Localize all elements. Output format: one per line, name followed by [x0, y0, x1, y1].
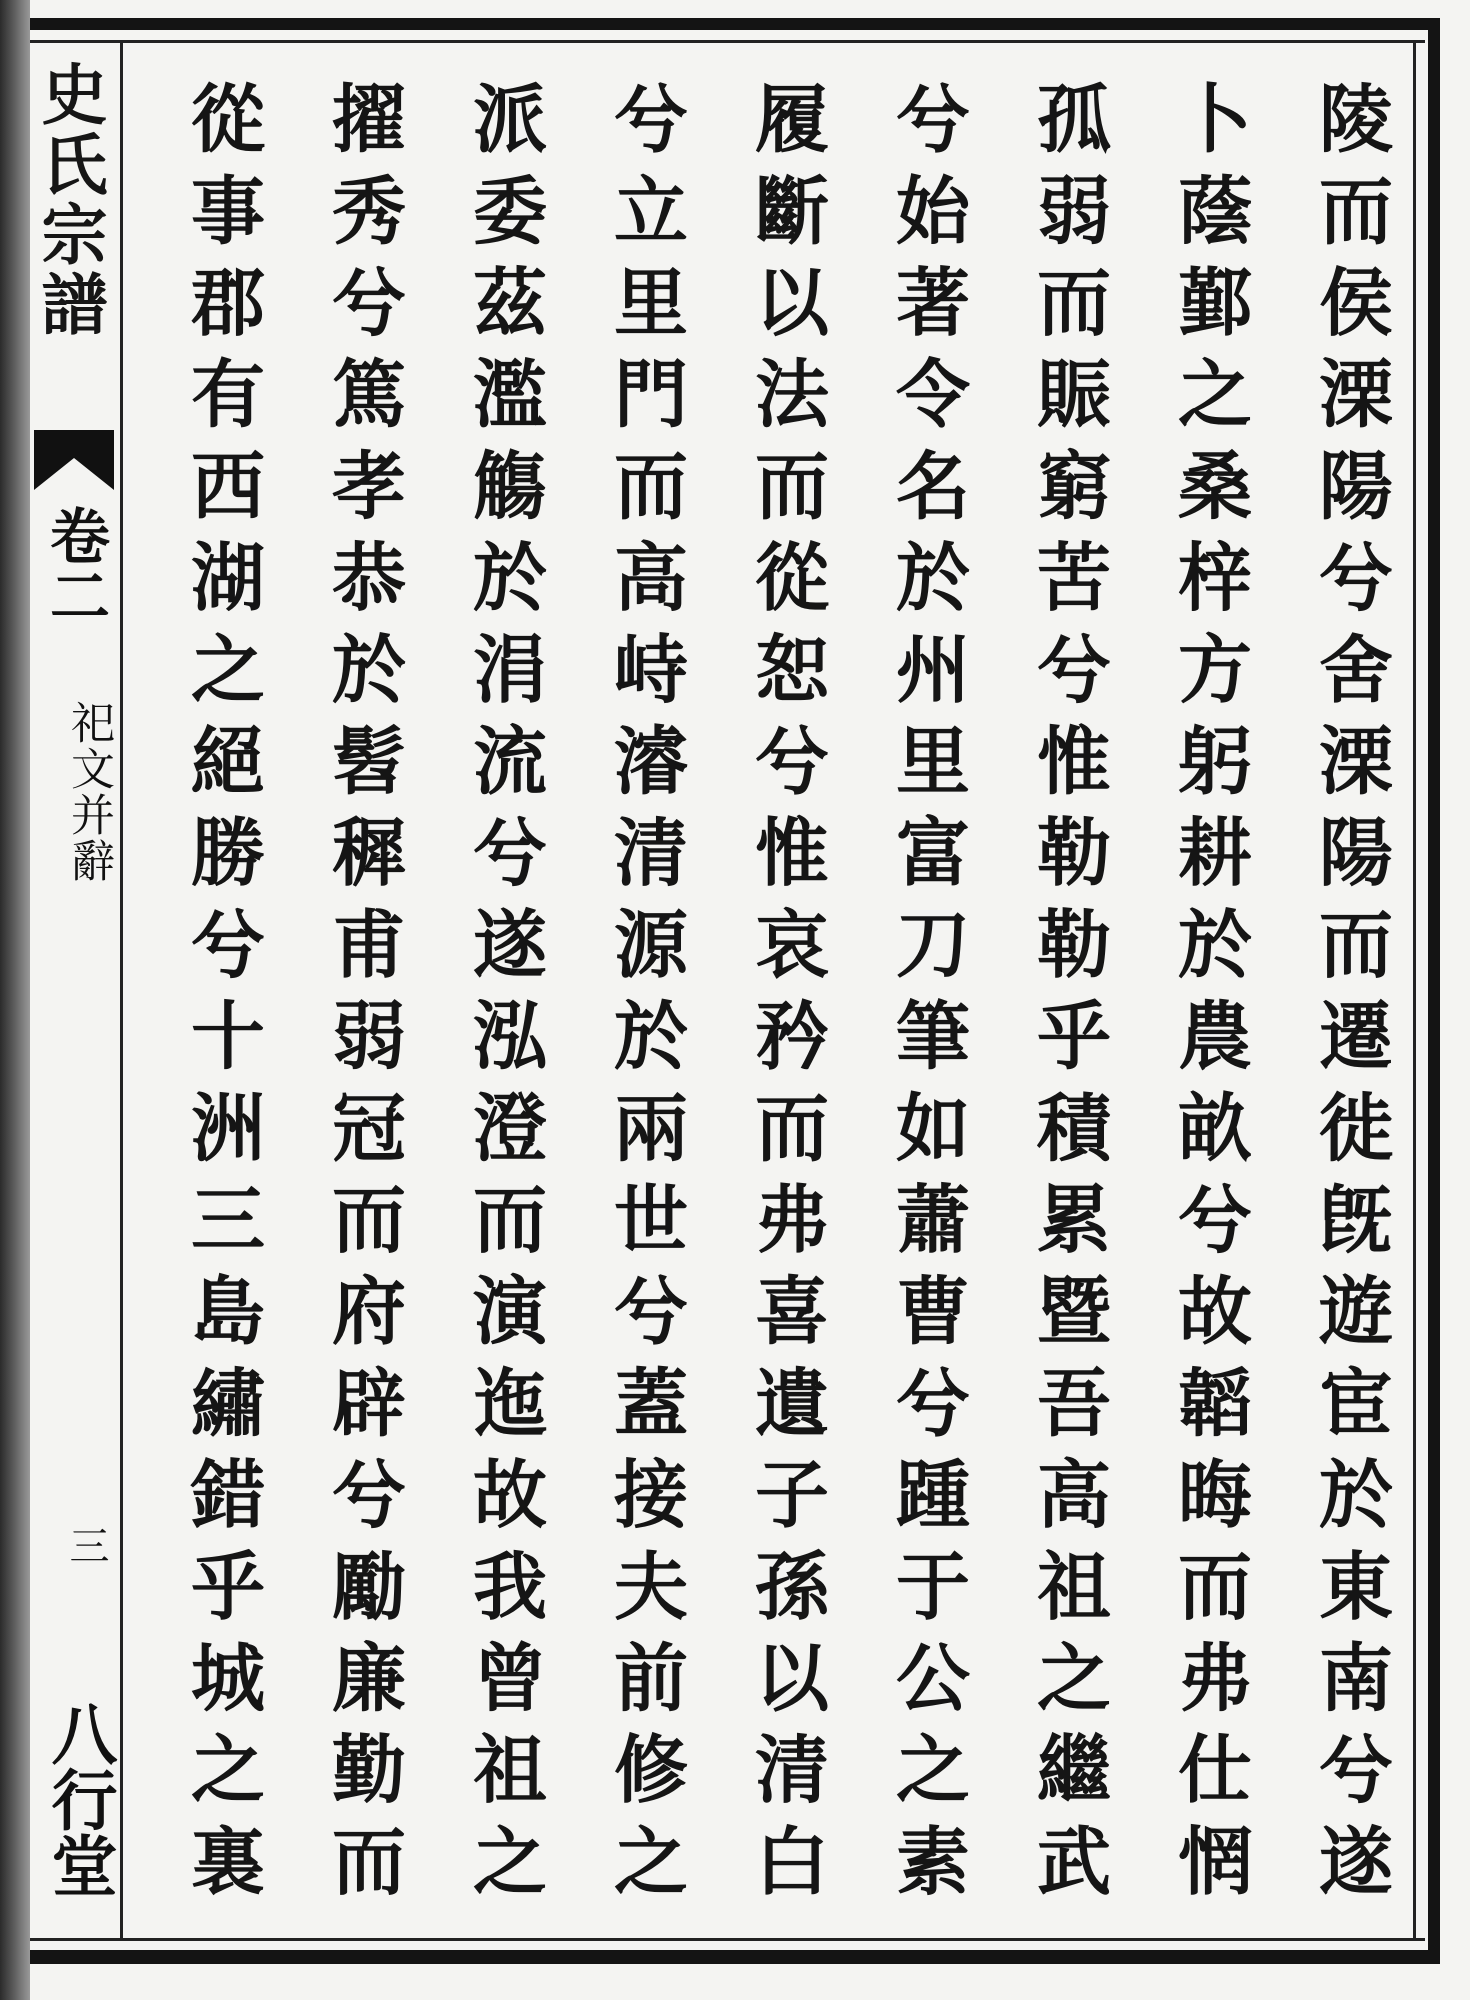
text-column-3: 孤弱而賑窮苦兮惟勒勒乎積累暨吾高祖之繼武: [1025, 80, 1111, 1914]
binding-edge: [0, 0, 30, 2000]
frame-bottom-border: [30, 1950, 1440, 1964]
frame-right-inner-line: [1413, 40, 1416, 1940]
banxin-section: 祀文并辭: [63, 700, 114, 884]
banxin-title: 史氏宗譜: [30, 60, 108, 340]
text-column-6: 兮立里門而高峙濬清源於兩世兮蓋接夫前修之: [602, 80, 688, 1914]
text-column-7: 派委茲濫觴於涓流兮遂泓澄而演迤故我曾祖之: [461, 80, 547, 1914]
frame-top-border: [30, 18, 1440, 30]
text-column-5: 履斷以法而從恕兮惟哀矜而弗喜遺子孫以清白: [743, 80, 829, 1914]
text-column-1: 陵而侯溧陽兮舍溧陽而遷徙旣遊宦於東南兮遂: [1307, 80, 1393, 1914]
main-text-area: [140, 80, 1405, 1920]
fishtail-mark-icon: [34, 430, 114, 490]
banxin-hall-name: 八行堂: [40, 1700, 118, 1898]
frame-top-inner-line: [30, 40, 1425, 43]
frame-right-border: [1428, 18, 1440, 1964]
text-column-8: 擢秀兮篤孝恭於髫穉甫弱冠而府辟兮勵廉勤而: [320, 80, 406, 1914]
banxin-divider: [120, 43, 123, 1938]
text-column-4: 兮始著令名於州里富刀筆如蕭曹兮踵于公之素: [884, 80, 970, 1914]
banxin-juan: 卷二: [40, 505, 110, 625]
frame-bottom-inner-line: [30, 1938, 1425, 1941]
text-column-2: 卜蔭鄞之桑梓方躬耕於農畝兮故韜晦而弗仕惘: [1166, 80, 1252, 1914]
text-column-9: 從事郡有西湖之絕勝兮十洲三島繡錯乎城之裏: [179, 80, 265, 1914]
banxin-page-number: 三: [63, 1525, 109, 1565]
